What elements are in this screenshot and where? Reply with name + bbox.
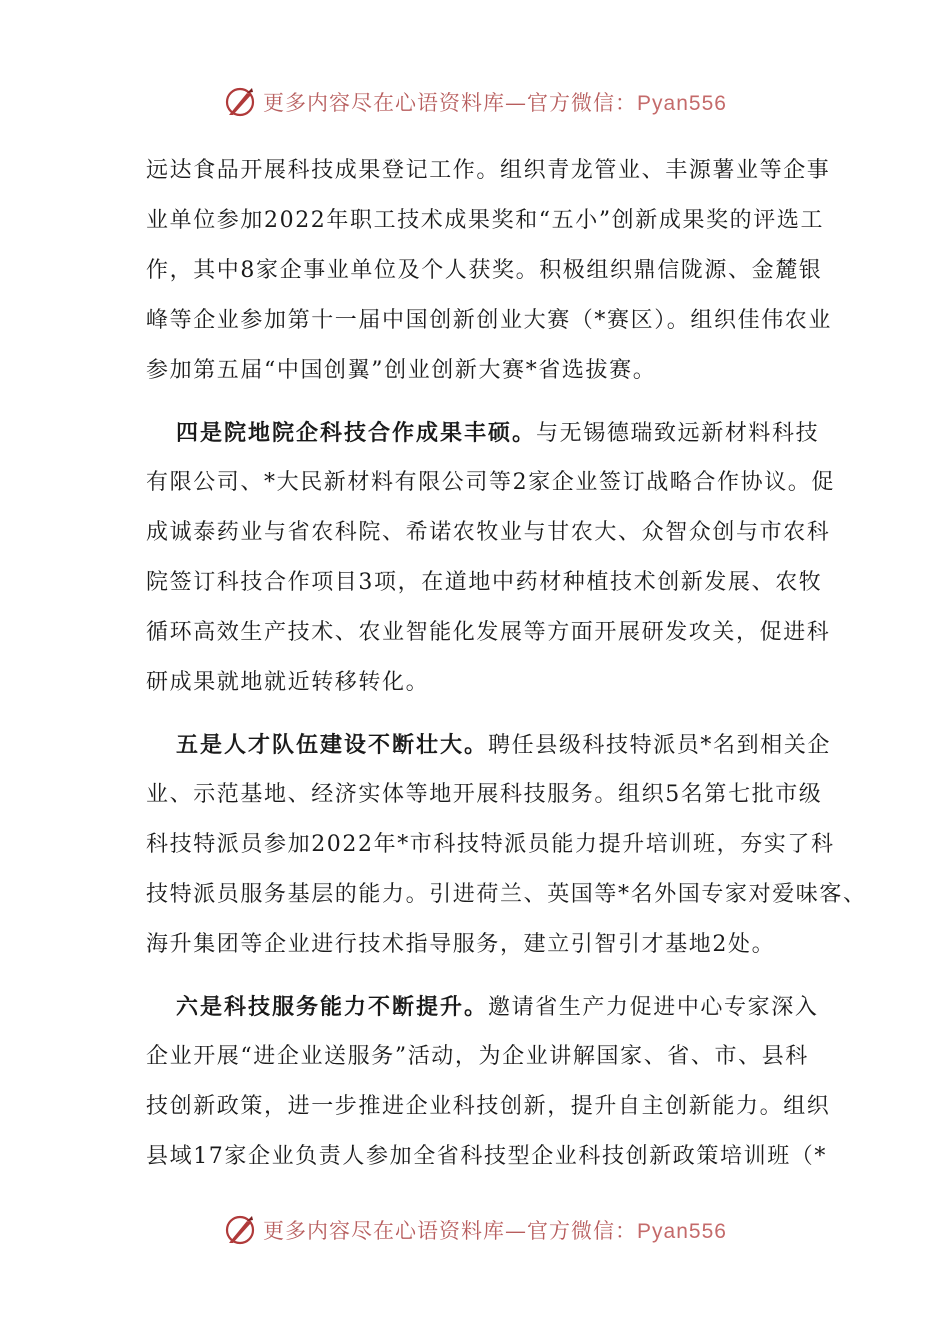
text-line: 科技特派员参加2022年*市科技特派员能力提升培训班，夯实了科 <box>146 832 835 857</box>
text-line-first: 五是人才队伍建设不断壮大。聘任县级科技特派员*名到相关企 <box>176 732 832 758</box>
text-line: 业、示范基地、经济实体等地开展科技服务。组织5名第七批市级 <box>146 782 823 807</box>
text-line: 峰等企业参加第十一届中国创新创业大赛（*赛区）。组织佳伟农业 <box>146 308 833 333</box>
text-line: 企业开展“进企业送服务”活动，为企业讲解国家、省、市、县科 <box>146 1044 809 1069</box>
text-line: 县域17家企业负责人参加全省科技型企业科技创新政策培训班（* <box>146 1144 827 1169</box>
watermark-text: 更多内容尽在心语资料库—官方微信：Pyan556 <box>263 1219 727 1243</box>
text-line: 成诚泰药业与省农科院、希诺农牧业与甘农大、众智众创与市农科 <box>146 520 831 545</box>
paragraph-heading: 五是人才队伍建设不断壮大。 <box>176 732 489 758</box>
paragraph-cooperation <box>146 408 835 708</box>
text-line: 业单位参加2022年职工技术成果奖和“五小”创新成果奖的评选工 <box>146 208 825 233</box>
text-line: 研成果就地就近转移转化。 <box>146 670 430 695</box>
paragraph-service <box>146 982 831 1182</box>
text-line: 参加第五届“中国创翼”创业创新大赛*省选拔赛。 <box>146 358 657 383</box>
paragraph-heading: 六是科技服务能力不断提升。 <box>176 994 489 1020</box>
text-line: 作，其中8家企事业单位及个人获奖。积极组织鼎信陇源、金麓银 <box>146 258 823 283</box>
document-body <box>146 146 867 1182</box>
text-line: 有限公司、*大民新材料有限公司等2家企业签订战略合作协议。促 <box>146 470 835 495</box>
text-line: 技创新政策，进一步推进企业科技创新，提升自主创新能力。组织 <box>146 1094 831 1119</box>
paragraph-talent <box>146 720 867 970</box>
watermark-text: 更多内容尽在心语资料库—官方微信：Pyan556 <box>263 91 727 115</box>
header-watermark-banner <box>0 82 950 122</box>
paragraph-continuation <box>146 146 833 396</box>
quill-logo-icon <box>223 1213 257 1247</box>
text-line: 海升集团等企业进行技术指导服务，建立引智引才基地2处。 <box>146 932 776 957</box>
text-line: 技特派员服务基层的能力。引进荷兰、英国等*名外国专家对爱味客、 <box>146 882 867 907</box>
text-line-first: 四是院地院企科技合作成果丰硕。与无锡德瑞致远新材料科技 <box>176 420 820 446</box>
text-line: 远达食品开展科技成果登记工作。组织青龙管业、丰源薯业等企事 <box>146 158 831 183</box>
text-line: 院签订科技合作项目3项，在道地中药材种植技术创新发展、农牧 <box>146 570 823 595</box>
text-line: 循环高效生产技术、农业智能化发展等方面开展研发攻关，促进科 <box>146 620 831 645</box>
quill-logo-icon <box>223 85 257 119</box>
footer-watermark-banner <box>0 1210 950 1250</box>
text-line-first: 六是科技服务能力不断提升。邀请省生产力促进中心专家深入 <box>176 994 819 1020</box>
paragraph-heading: 四是院地院企科技合作成果丰硕。 <box>176 420 537 446</box>
